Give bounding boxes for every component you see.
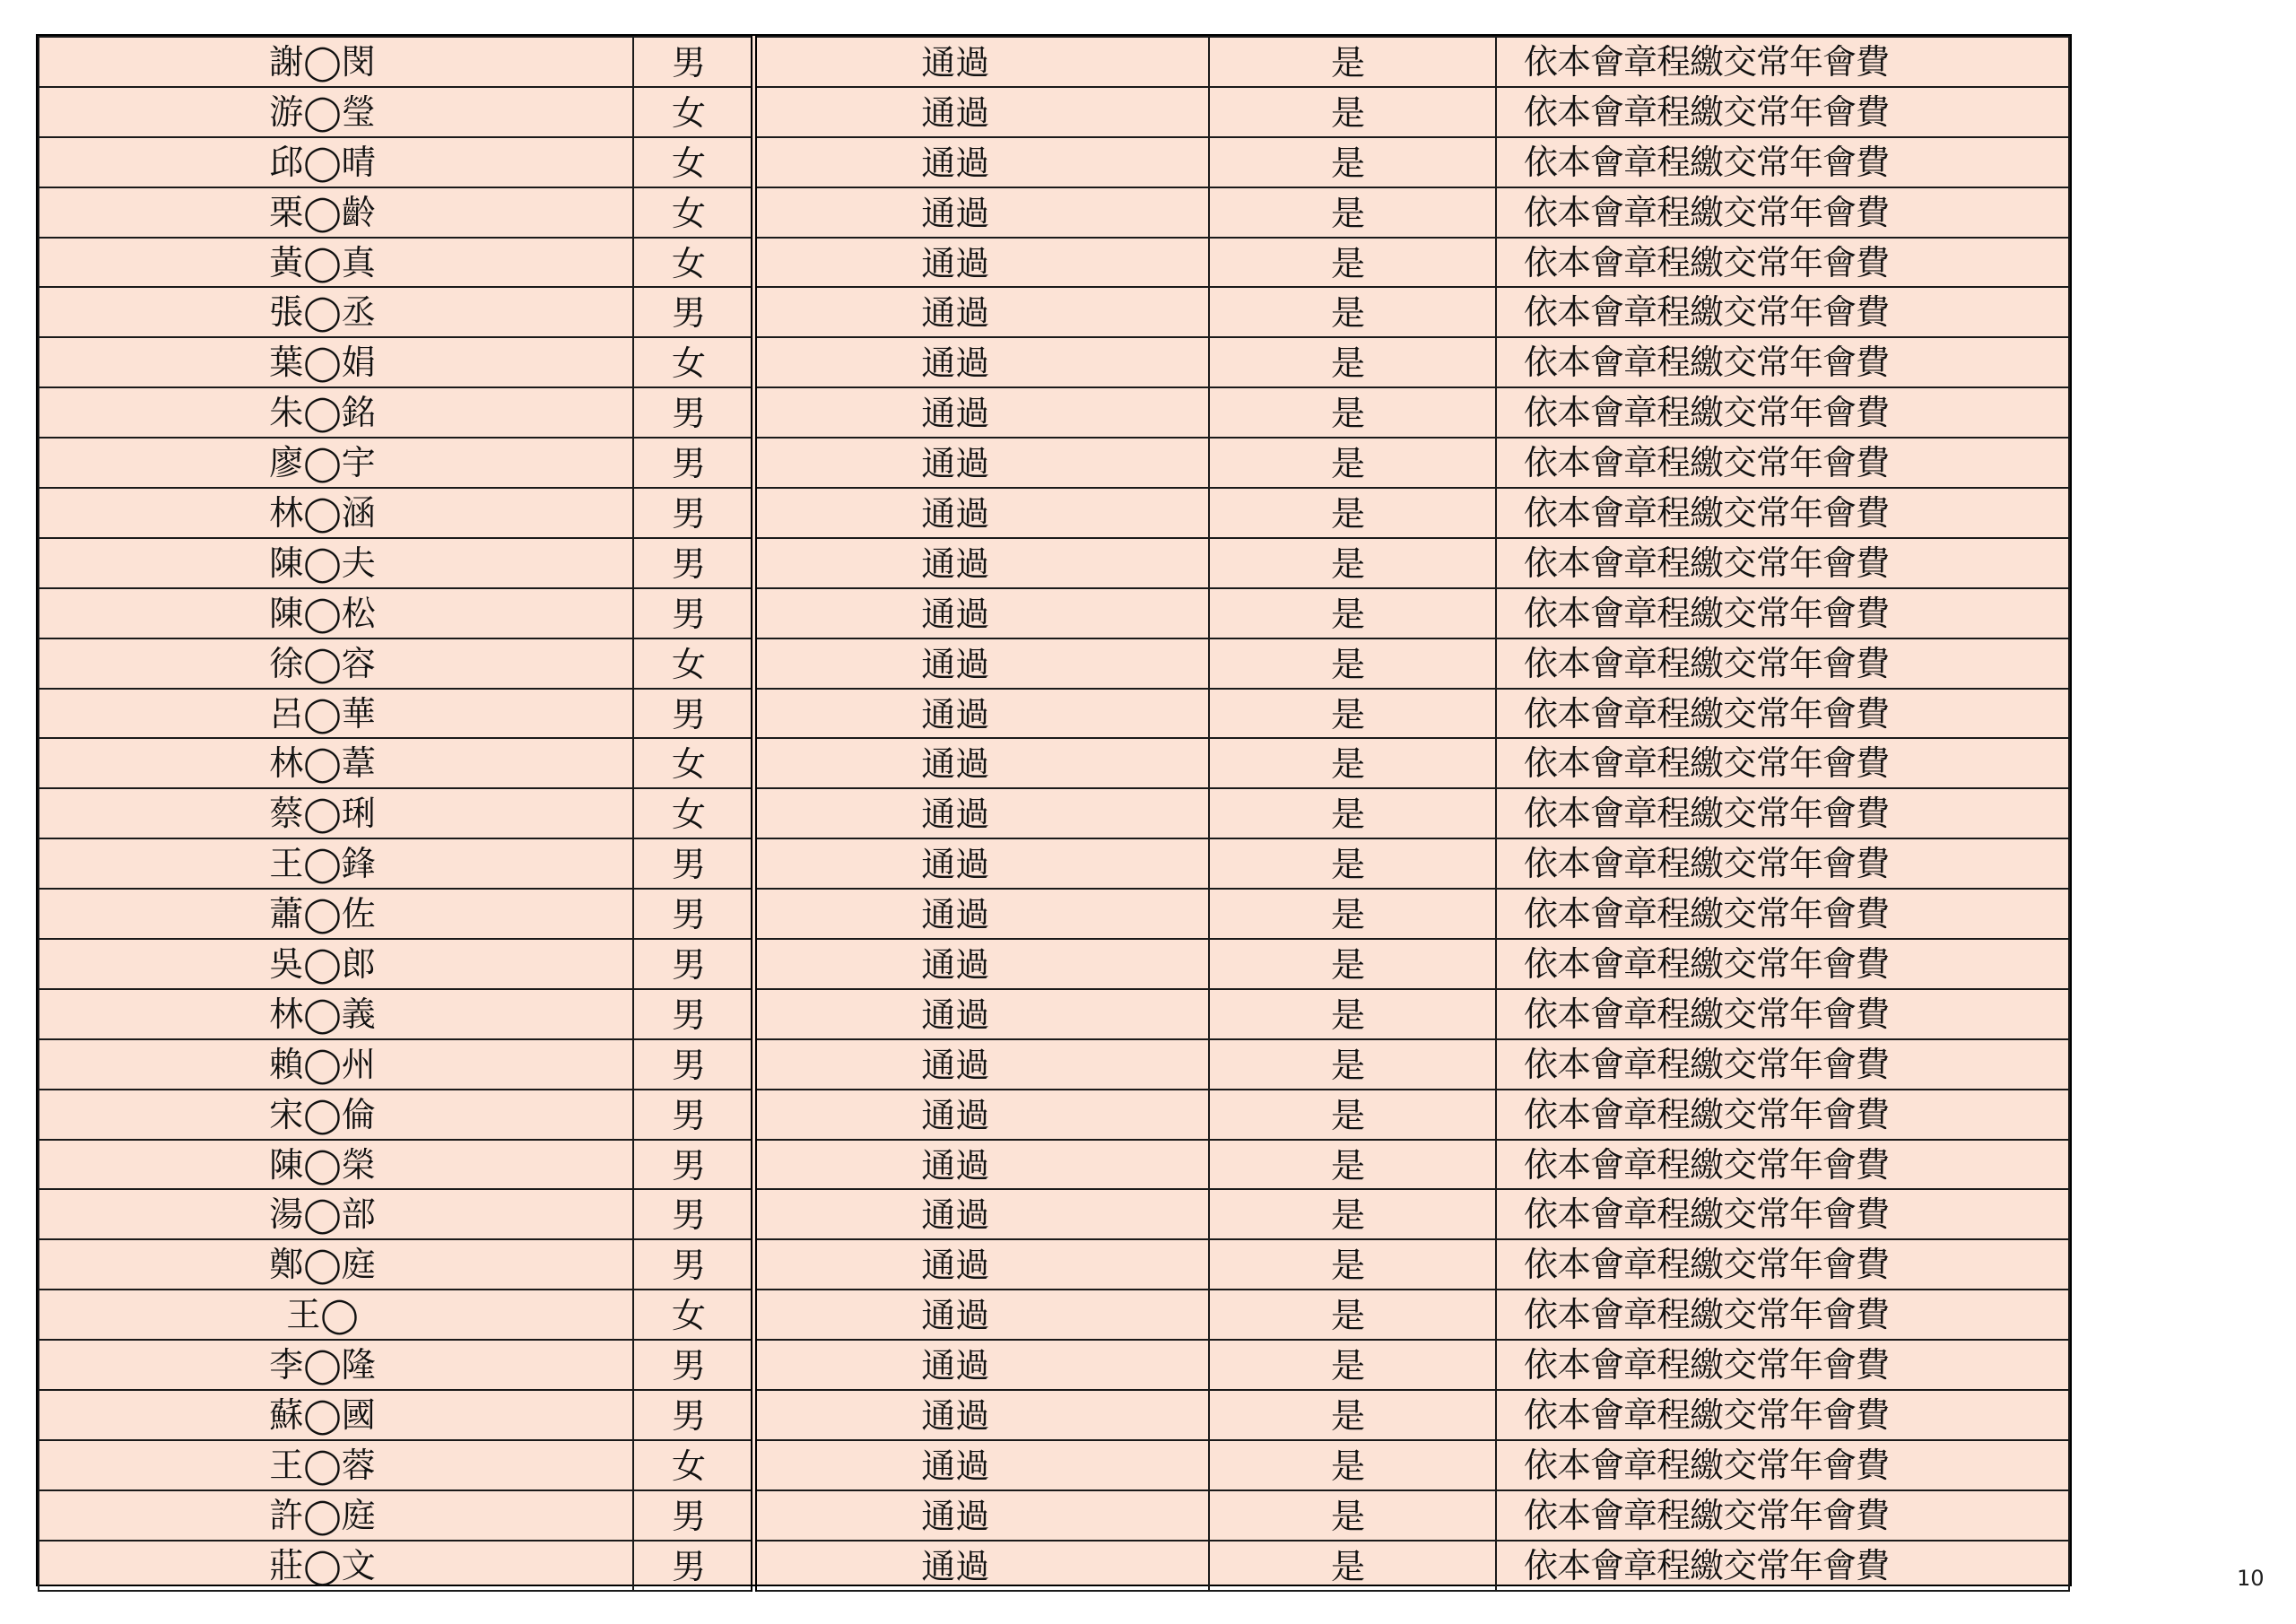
table-row <box>39 588 2069 638</box>
review-result-text: 通過 <box>921 1246 990 1286</box>
review-result-cell <box>753 989 1209 1039</box>
review-result-text: 通過 <box>921 694 990 734</box>
fee-note-cell: 依本會章程繳交常年會費 <box>1496 87 2069 137</box>
member-name-cell: 鄭◯庭 <box>39 1239 633 1290</box>
gender-cell <box>633 238 753 288</box>
gender-text: 男 <box>672 1095 707 1135</box>
eligible-text: 是 <box>1330 895 1365 935</box>
gender-text: 男 <box>672 895 707 935</box>
gender-text: 男 <box>672 444 707 484</box>
review-result-cell <box>753 137 1209 187</box>
member-name-cell: 蔡◯琍 <box>39 788 633 838</box>
review-result-cell <box>753 37 1209 87</box>
eligible-cell <box>1209 387 1496 438</box>
eligible-cell <box>1209 238 1496 288</box>
gender-cell <box>633 638 753 689</box>
review-result-text: 通過 <box>921 895 990 935</box>
gender-text: 男 <box>672 944 707 985</box>
fee-note-cell: 依本會章程繳交常年會費 <box>1496 1541 2069 1591</box>
gender-cell <box>633 137 753 187</box>
gender-text: 男 <box>672 42 707 83</box>
review-result-cell <box>753 387 1209 438</box>
gender-text: 男 <box>672 493 707 534</box>
gender-text: 男 <box>672 1045 707 1085</box>
review-result-text: 通過 <box>921 1496 990 1536</box>
gender-text: 女 <box>672 644 707 684</box>
fee-note-cell: 依本會章程繳交常年會費 <box>1496 1340 2069 1390</box>
table-row <box>39 238 2069 288</box>
gender-text: 男 <box>672 1496 707 1536</box>
gender-text: 男 <box>672 1246 707 1286</box>
fee-note-cell: 依本會章程繳交常年會費 <box>1496 638 2069 689</box>
table-row <box>39 1340 2069 1390</box>
eligible-text: 是 <box>1330 944 1365 985</box>
table-row <box>39 939 2069 989</box>
review-result-text: 通過 <box>921 1395 990 1436</box>
eligible-cell <box>1209 1140 1496 1190</box>
eligible-cell <box>1209 1039 1496 1090</box>
gender-cell <box>633 689 753 739</box>
member-name-cell: 朱◯銘 <box>39 387 633 438</box>
eligible-cell <box>1209 1490 1496 1541</box>
gender-text: 男 <box>672 1546 707 1586</box>
fee-note-cell: 依本會章程繳交常年會費 <box>1496 538 2069 588</box>
eligible-cell <box>1209 87 1496 137</box>
fee-note-cell: 依本會章程繳交常年會費 <box>1496 1140 2069 1190</box>
review-result-cell <box>753 438 1209 488</box>
table-row <box>39 438 2069 488</box>
gender-cell <box>633 989 753 1039</box>
eligible-cell <box>1209 488 1496 538</box>
gender-cell <box>633 387 753 438</box>
gender-cell <box>633 1541 753 1591</box>
gender-text: 男 <box>672 394 707 434</box>
gender-text: 男 <box>672 1145 707 1185</box>
table-row <box>39 638 2069 689</box>
gender-text: 女 <box>672 795 707 835</box>
member-name-cell: 許◯庭 <box>39 1490 633 1541</box>
table-row <box>39 1239 2069 1290</box>
review-result-cell <box>753 1340 1209 1390</box>
review-result-cell <box>753 1039 1209 1090</box>
review-result-cell <box>753 889 1209 939</box>
table-row <box>39 1189 2069 1239</box>
table-row <box>39 689 2069 739</box>
fee-note-cell: 依本會章程繳交常年會費 <box>1496 689 2069 739</box>
review-result-cell <box>753 538 1209 588</box>
gender-cell <box>633 438 753 488</box>
review-result-text: 通過 <box>921 243 990 283</box>
review-result-text: 通過 <box>921 92 990 133</box>
review-result-cell <box>753 838 1209 889</box>
gender-cell <box>633 738 753 788</box>
eligible-cell <box>1209 1390 1496 1440</box>
review-result-cell <box>753 1541 1209 1591</box>
gender-text: 男 <box>672 594 707 634</box>
fee-note-cell: 依本會章程繳交常年會費 <box>1496 337 2069 387</box>
table-row <box>39 287 2069 337</box>
gender-cell <box>633 1090 753 1140</box>
gender-text: 女 <box>672 744 707 785</box>
fee-note-cell: 依本會章程繳交常年會費 <box>1496 1189 2069 1239</box>
review-result-cell <box>753 488 1209 538</box>
member-name-cell: 王◯鋒 <box>39 838 633 889</box>
member-name-cell: 湯◯部 <box>39 1189 633 1239</box>
eligible-text: 是 <box>1330 1195 1365 1236</box>
eligible-text: 是 <box>1330 543 1365 584</box>
fee-note-cell: 依本會章程繳交常年會費 <box>1496 838 2069 889</box>
member-name-cell: 張◯丞 <box>39 287 633 337</box>
eligible-text: 是 <box>1330 594 1365 634</box>
gender-cell <box>633 287 753 337</box>
eligible-cell <box>1209 1090 1496 1140</box>
eligible-cell <box>1209 838 1496 889</box>
gender-text: 男 <box>672 1346 707 1386</box>
fee-note-cell: 依本會章程繳交常年會費 <box>1496 1039 2069 1090</box>
eligible-cell <box>1209 1189 1496 1239</box>
member-name-cell: 陳◯松 <box>39 588 633 638</box>
member-name-cell: 游◯瑩 <box>39 87 633 137</box>
review-result-text: 通過 <box>921 795 990 835</box>
fee-note-cell: 依本會章程繳交常年會費 <box>1496 137 2069 187</box>
review-result-cell <box>753 187 1209 238</box>
eligible-text: 是 <box>1330 1145 1365 1185</box>
table-row <box>39 838 2069 889</box>
member-name-cell: 廖◯宇 <box>39 438 633 488</box>
fee-note-cell: 依本會章程繳交常年會費 <box>1496 187 2069 238</box>
review-result-text: 通過 <box>921 1546 990 1586</box>
eligible-cell <box>1209 287 1496 337</box>
gender-cell <box>633 1390 753 1440</box>
gender-cell <box>633 838 753 889</box>
table-row <box>39 87 2069 137</box>
review-result-cell <box>753 337 1209 387</box>
member-name-cell: 李◯隆 <box>39 1340 633 1390</box>
fee-note-cell: 依本會章程繳交常年會費 <box>1496 889 2069 939</box>
gender-cell <box>633 1440 753 1490</box>
member-table <box>38 36 2070 1592</box>
fee-note-cell: 依本會章程繳交常年會費 <box>1496 488 2069 538</box>
table-row <box>39 1440 2069 1490</box>
fee-note-cell: 依本會章程繳交常年會費 <box>1496 989 2069 1039</box>
gender-cell <box>633 1189 753 1239</box>
eligible-cell <box>1209 738 1496 788</box>
review-result-cell <box>753 638 1209 689</box>
table-row <box>39 1140 2069 1190</box>
eligible-text: 是 <box>1330 92 1365 133</box>
fee-note-cell: 依本會章程繳交常年會費 <box>1496 588 2069 638</box>
table-row <box>39 1490 2069 1541</box>
eligible-text: 是 <box>1330 444 1365 484</box>
fee-note-cell: 依本會章程繳交常年會費 <box>1496 1490 2069 1541</box>
eligible-cell <box>1209 588 1496 638</box>
table-row <box>39 989 2069 1039</box>
eligible-cell <box>1209 1239 1496 1290</box>
gender-cell <box>633 337 753 387</box>
review-result-text: 通過 <box>921 543 990 584</box>
gender-text: 男 <box>672 543 707 584</box>
member-name-cell: 葉◯娟 <box>39 337 633 387</box>
fee-note-cell: 依本會章程繳交常年會費 <box>1496 1090 2069 1140</box>
eligible-text: 是 <box>1330 1246 1365 1286</box>
review-result-text: 通過 <box>921 143 990 183</box>
review-result-text: 通過 <box>921 42 990 83</box>
eligible-text: 是 <box>1330 1095 1365 1135</box>
table-row <box>39 37 2069 87</box>
gender-cell <box>633 1290 753 1340</box>
member-name-cell: 林◯涵 <box>39 488 633 538</box>
eligible-cell <box>1209 438 1496 488</box>
eligible-cell <box>1209 1440 1496 1490</box>
gender-text: 男 <box>672 694 707 734</box>
review-result-cell <box>753 1140 1209 1190</box>
member-table-body <box>39 37 2069 1591</box>
review-result-text: 通過 <box>921 444 990 484</box>
fee-note-cell: 依本會章程繳交常年會費 <box>1496 387 2069 438</box>
member-name-cell: 謝◯閔 <box>39 37 633 87</box>
eligible-cell <box>1209 889 1496 939</box>
member-name-cell: 陳◯夫 <box>39 538 633 588</box>
review-result-text: 通過 <box>921 944 990 985</box>
page-number: 10 <box>2237 1566 2265 1591</box>
gender-cell <box>633 87 753 137</box>
table-row <box>39 337 2069 387</box>
review-result-cell <box>753 87 1209 137</box>
gender-cell <box>633 939 753 989</box>
gender-cell <box>633 538 753 588</box>
eligible-cell <box>1209 538 1496 588</box>
review-result-text: 通過 <box>921 1145 990 1185</box>
review-result-cell <box>753 788 1209 838</box>
gender-text: 女 <box>672 1446 707 1486</box>
fee-note-cell: 依本會章程繳交常年會費 <box>1496 37 2069 87</box>
gender-text: 男 <box>672 1195 707 1236</box>
fee-note-cell: 依本會章程繳交常年會費 <box>1496 238 2069 288</box>
table-row <box>39 187 2069 238</box>
review-result-cell <box>753 738 1209 788</box>
eligible-text: 是 <box>1330 343 1365 384</box>
eligible-cell <box>1209 1340 1496 1390</box>
member-name-cell: 邱◯晴 <box>39 137 633 187</box>
eligible-text: 是 <box>1330 845 1365 885</box>
review-result-text: 通過 <box>921 744 990 785</box>
review-result-text: 通過 <box>921 845 990 885</box>
eligible-cell <box>1209 187 1496 238</box>
eligible-text: 是 <box>1330 644 1365 684</box>
gender-text: 女 <box>672 193 707 233</box>
review-result-cell <box>753 939 1209 989</box>
eligible-text: 是 <box>1330 1296 1365 1336</box>
gender-cell <box>633 588 753 638</box>
eligible-cell <box>1209 37 1496 87</box>
member-name-cell: 蕭◯佐 <box>39 889 633 939</box>
table-row <box>39 738 2069 788</box>
eligible-text: 是 <box>1330 1546 1365 1586</box>
eligible-cell <box>1209 638 1496 689</box>
gender-text: 女 <box>672 1296 707 1336</box>
eligible-text: 是 <box>1330 493 1365 534</box>
gender-cell <box>633 788 753 838</box>
review-result-cell <box>753 588 1209 638</box>
fee-note-cell: 依本會章程繳交常年會費 <box>1496 1239 2069 1290</box>
fee-note-cell: 依本會章程繳交常年會費 <box>1496 438 2069 488</box>
eligible-text: 是 <box>1330 243 1365 283</box>
fee-note-cell: 依本會章程繳交常年會費 <box>1496 287 2069 337</box>
gender-cell <box>633 1340 753 1390</box>
review-result-text: 通過 <box>921 1446 990 1486</box>
eligible-cell <box>1209 939 1496 989</box>
eligible-cell <box>1209 788 1496 838</box>
gender-text: 女 <box>672 92 707 133</box>
member-name-cell: 宋◯倫 <box>39 1090 633 1140</box>
review-result-text: 通過 <box>921 594 990 634</box>
gender-text: 女 <box>672 343 707 384</box>
review-result-text: 通過 <box>921 1346 990 1386</box>
gender-cell <box>633 1239 753 1290</box>
fee-note-cell: 依本會章程繳交常年會費 <box>1496 788 2069 838</box>
member-name-cell: 莊◯文 <box>39 1541 633 1591</box>
member-name-cell: 黃◯真 <box>39 238 633 288</box>
eligible-text: 是 <box>1330 1446 1365 1486</box>
eligible-text: 是 <box>1330 744 1365 785</box>
eligible-cell <box>1209 689 1496 739</box>
gender-text: 女 <box>672 143 707 183</box>
table-row <box>39 538 2069 588</box>
eligible-text: 是 <box>1330 694 1365 734</box>
member-table-sheet <box>36 34 2072 1586</box>
eligible-cell <box>1209 337 1496 387</box>
eligible-cell <box>1209 137 1496 187</box>
eligible-text: 是 <box>1330 994 1365 1035</box>
table-row <box>39 1039 2069 1090</box>
member-name-cell: 林◯葦 <box>39 738 633 788</box>
review-result-cell <box>753 1290 1209 1340</box>
review-result-text: 通過 <box>921 493 990 534</box>
member-name-cell: 吳◯郎 <box>39 939 633 989</box>
member-name-cell: 栗◯齡 <box>39 187 633 238</box>
eligible-text: 是 <box>1330 795 1365 835</box>
eligible-text: 是 <box>1330 193 1365 233</box>
member-name-cell: 王◯ <box>39 1290 633 1340</box>
member-name-cell: 陳◯榮 <box>39 1140 633 1190</box>
eligible-text: 是 <box>1330 1045 1365 1085</box>
fee-note-cell: 依本會章程繳交常年會費 <box>1496 738 2069 788</box>
member-name-cell: 徐◯容 <box>39 638 633 689</box>
member-name-cell: 呂◯華 <box>39 689 633 739</box>
member-name-cell: 蘇◯國 <box>39 1390 633 1440</box>
gender-text: 女 <box>672 243 707 283</box>
review-result-cell <box>753 1440 1209 1490</box>
eligible-text: 是 <box>1330 1346 1365 1386</box>
gender-cell <box>633 889 753 939</box>
eligible-text: 是 <box>1330 1395 1365 1436</box>
review-result-text: 通過 <box>921 394 990 434</box>
member-name-cell: 賴◯州 <box>39 1039 633 1090</box>
eligible-text: 是 <box>1330 293 1365 334</box>
review-result-text: 通過 <box>921 343 990 384</box>
member-name-cell: 王◯蓉 <box>39 1440 633 1490</box>
review-result-cell <box>753 1490 1209 1541</box>
gender-cell <box>633 1039 753 1090</box>
gender-text: 男 <box>672 845 707 885</box>
review-result-text: 通過 <box>921 644 990 684</box>
review-result-cell <box>753 689 1209 739</box>
gender-cell <box>633 1140 753 1190</box>
eligible-text: 是 <box>1330 1496 1365 1536</box>
review-result-cell <box>753 1390 1209 1440</box>
gender-cell <box>633 1490 753 1541</box>
table-row <box>39 1090 2069 1140</box>
review-result-text: 通過 <box>921 293 990 334</box>
eligible-text: 是 <box>1330 143 1365 183</box>
fee-note-cell: 依本會章程繳交常年會費 <box>1496 939 2069 989</box>
table-row <box>39 788 2069 838</box>
table-row <box>39 137 2069 187</box>
fee-note-cell: 依本會章程繳交常年會費 <box>1496 1440 2069 1490</box>
review-result-cell <box>753 1239 1209 1290</box>
gender-text: 男 <box>672 1395 707 1436</box>
table-row <box>39 889 2069 939</box>
gender-cell <box>633 187 753 238</box>
eligible-cell <box>1209 989 1496 1039</box>
review-result-text: 通過 <box>921 1095 990 1135</box>
review-result-cell <box>753 1090 1209 1140</box>
gender-text: 男 <box>672 293 707 334</box>
eligible-cell <box>1209 1541 1496 1591</box>
review-result-cell <box>753 1189 1209 1239</box>
table-row <box>39 1290 2069 1340</box>
review-result-text: 通過 <box>921 1045 990 1085</box>
review-result-text: 通過 <box>921 1296 990 1336</box>
table-row <box>39 387 2069 438</box>
gender-cell <box>633 488 753 538</box>
review-result-cell <box>753 287 1209 337</box>
table-row <box>39 1541 2069 1591</box>
fee-note-cell: 依本會章程繳交常年會費 <box>1496 1390 2069 1440</box>
review-result-text: 通過 <box>921 1195 990 1236</box>
table-row <box>39 488 2069 538</box>
eligible-text: 是 <box>1330 394 1365 434</box>
gender-cell <box>633 37 753 87</box>
table-row <box>39 1390 2069 1440</box>
review-result-text: 通過 <box>921 193 990 233</box>
review-result-cell <box>753 238 1209 288</box>
eligible-text: 是 <box>1330 42 1365 83</box>
member-name-cell: 林◯義 <box>39 989 633 1039</box>
gender-text: 男 <box>672 994 707 1035</box>
fee-note-cell: 依本會章程繳交常年會費 <box>1496 1290 2069 1340</box>
eligible-cell <box>1209 1290 1496 1340</box>
review-result-text: 通過 <box>921 994 990 1035</box>
